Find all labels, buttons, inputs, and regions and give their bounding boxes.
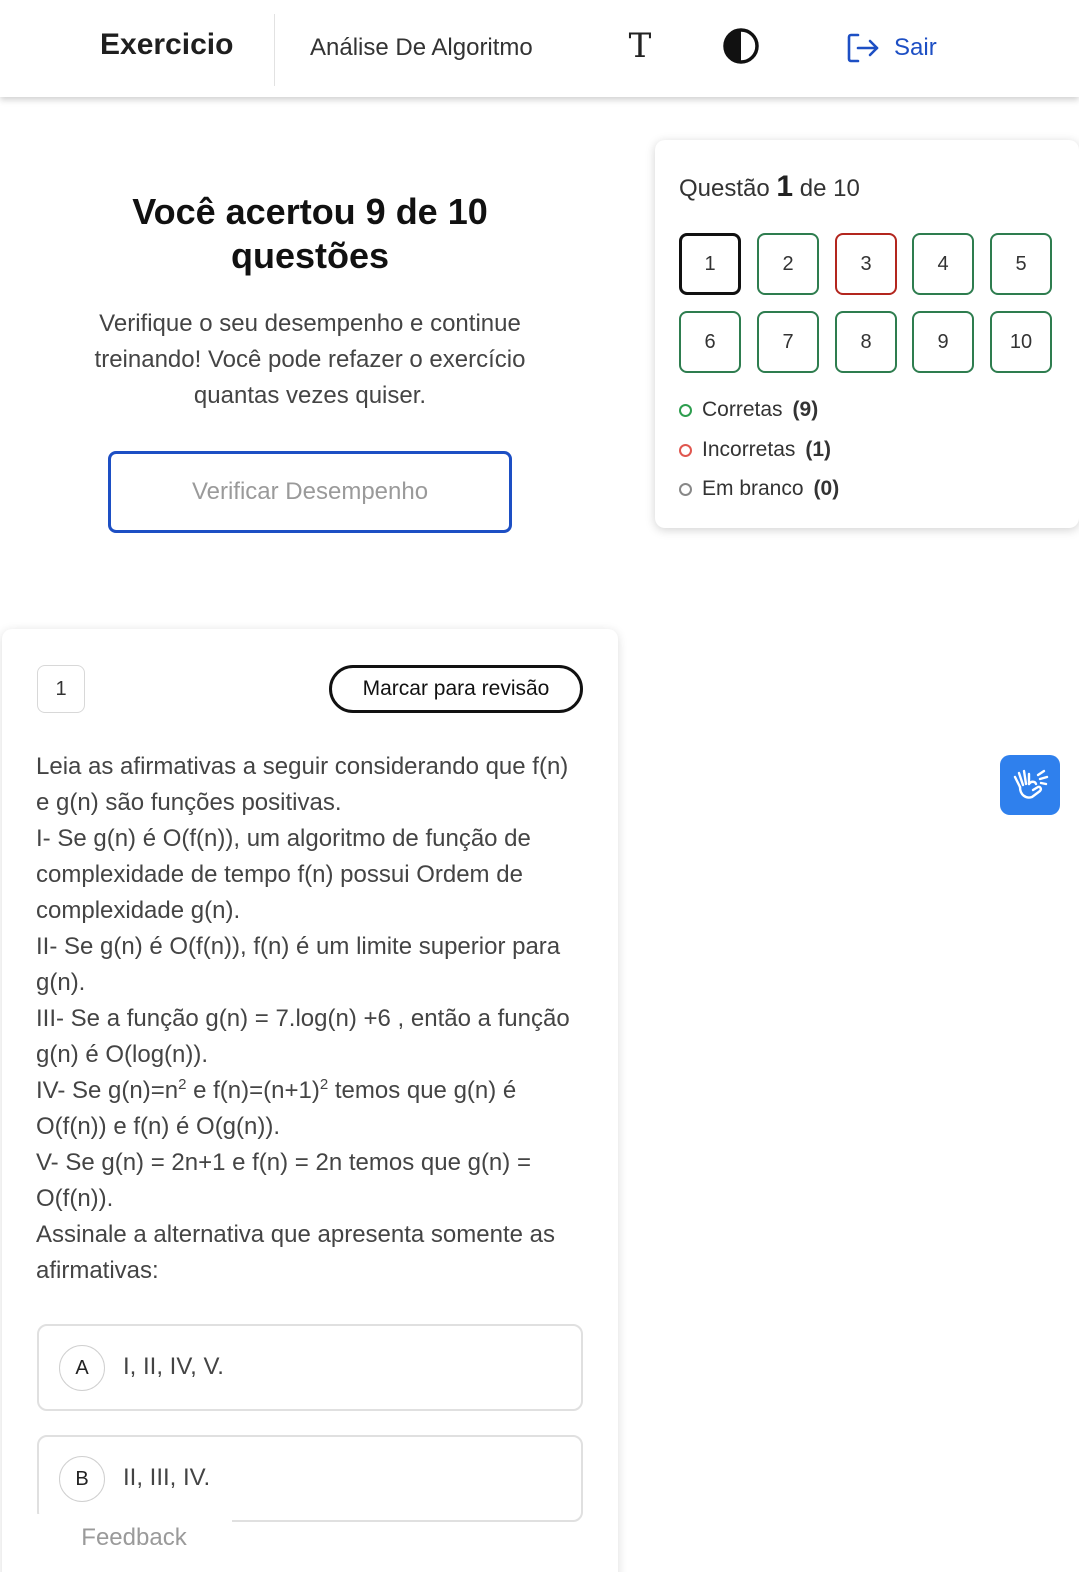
correct-dot-icon [679,404,692,417]
statement-iv [36,1073,586,1145]
option-b[interactable] [37,1435,583,1522]
legend-blank-label: Em branco [702,477,804,500]
legend-correct-count: (9) [792,398,819,421]
legend-incorrect-count: (1) [805,438,832,461]
result-description: Verifique o seu desempenho e continue treinando! Você pode refazer o exercício quantas vezes quiser. [94,310,526,409]
statement-iv-exponent-2: 2 [319,1076,329,1093]
statement-iv-exponent-1: 2 [178,1076,187,1093]
contrast-icon[interactable] [722,27,760,65]
statement-iv-part-c: temos que g(n) é O(f(n)) e f(n) é O(g(n)). [36,1077,517,1140]
option-a[interactable] [37,1324,583,1411]
statement-intro: Leia as afirmativas a seguir considerando que f(n) e g(n) são funções positivas. [36,753,569,816]
option-letter: B [59,1456,105,1502]
navigator-current: 1 [776,170,794,203]
question-button-4[interactable]: 4 [912,233,974,295]
question-navigator [655,140,1079,528]
sign-language-icon [1010,765,1050,805]
legend-blank [679,477,839,501]
question-button-3[interactable]: 3 [835,233,897,295]
question-button-9[interactable]: 9 [912,311,974,373]
option-text: I, II, IV, V. [123,1353,224,1380]
question-statement [36,749,586,1289]
statement-iii: III- Se a função g(n) = 7.log(n) +6 , então a função g(n) é O(log(n)). [36,1005,570,1068]
course-name: Análise De Algoritmo [310,34,533,61]
option-text: II, III, IV. [123,1464,211,1491]
question-button-2[interactable]: 2 [757,233,819,295]
sign-language-button[interactable] [1000,755,1060,815]
option-letter: A [59,1345,105,1391]
feedback-tab[interactable]: Feedback [36,1514,232,1572]
text-size-icon[interactable]: T [628,26,652,66]
statement-i: I- Se g(n) é O(f(n)), um algoritmo de função de complexidade de tempo f(n) possui Ordem de complexidade g(n). [36,825,531,924]
question-button-8[interactable]: 8 [835,311,897,373]
incorrect-dot-icon [679,444,692,457]
navigator-prefix: Questão [679,175,770,202]
navigator-heading [679,170,860,204]
header-divider [274,14,275,86]
question-button-1[interactable]: 1 [679,233,741,295]
brand-title: Exercicio [100,28,234,61]
mark-for-review-button[interactable]: Marcar para revisão [329,665,583,713]
verify-performance-button[interactable]: Verificar Desempenho [108,451,512,533]
top-header [0,0,1079,97]
logout-icon [846,32,880,64]
statement-iv-part-b: e f(n)=(n+1) [186,1077,320,1104]
statement-iv-part-a: IV- Se g(n)=n [36,1077,179,1104]
question-button-10[interactable]: 10 [990,311,1052,373]
logout-label: Sair [894,34,937,61]
legend-incorrect-label: Incorretas [702,438,796,461]
result-title: Você acertou 9 de 10 questões [132,191,488,276]
blank-dot-icon [679,483,692,496]
legend-blank-count: (0) [813,477,840,500]
logout-button[interactable] [846,30,937,66]
statement-ii: II- Se g(n) é O(f(n)), f(n) é um limite superior para g(n). [36,933,561,996]
navigator-total: de 10 [799,175,860,202]
question-button-6[interactable]: 6 [679,311,741,373]
statement-prompt: Assinale a alternativa que apresenta somente as afirmativas: [36,1221,555,1284]
question-button-7[interactable]: 7 [757,311,819,373]
legend-correct-label: Corretas [702,398,783,421]
statement-v: V- Se g(n) = 2n+1 e f(n) = 2n temos que g(n) = O(f(n)). [36,1149,531,1212]
legend-incorrect [679,438,831,462]
question-number: 1 [37,665,85,713]
legend-correct [679,398,818,422]
question-button-5[interactable]: 5 [990,233,1052,295]
question-card [2,629,618,1572]
